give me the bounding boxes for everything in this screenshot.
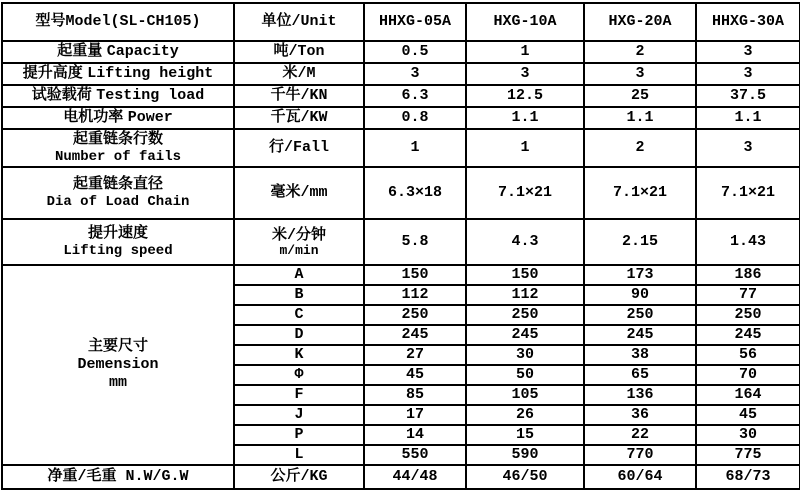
spec-label-cn: 提升高度 <box>22 65 83 83</box>
dimension-value-cell <box>696 345 800 365</box>
spec-label-cell <box>2 85 234 107</box>
dimension-key: P <box>294 426 304 444</box>
spec-value-cell <box>696 129 800 167</box>
spec-label-cn: 起重链条行数 <box>72 131 163 149</box>
spec-value-cell <box>584 219 696 265</box>
spec-value: 3 <box>520 65 530 83</box>
spec-value-cell <box>364 107 466 129</box>
dimension-value: 250 <box>626 306 654 324</box>
dimension-key-cell <box>234 305 364 325</box>
dimension-value: 14 <box>405 426 424 444</box>
dimension-value-cell <box>584 405 696 425</box>
spec-value: 0.5 <box>401 43 429 61</box>
spec-label-cell <box>2 41 234 63</box>
spec-value-cell <box>364 129 466 167</box>
model-column-header <box>584 3 696 41</box>
dimension-value: 150 <box>401 266 429 284</box>
spec-value-cell <box>584 41 696 63</box>
dimension-value: 245 <box>734 326 762 344</box>
spec-value: 6.3 <box>401 87 429 105</box>
spec-row <box>2 85 800 107</box>
dimension-value-cell <box>466 325 584 345</box>
spec-value-cell <box>364 41 466 63</box>
dimension-value-cell <box>466 265 584 285</box>
weight-value: 60/64 <box>617 468 663 486</box>
spec-value: 1 <box>520 43 530 61</box>
spec-value-cell <box>466 107 584 129</box>
dimension-value-cell <box>696 365 800 385</box>
dimension-value-cell <box>364 305 466 325</box>
spec-row <box>2 63 800 85</box>
dimension-value-cell <box>466 405 584 425</box>
spec-value: 7.1×21 <box>497 184 552 202</box>
dimension-value: 590 <box>511 446 539 464</box>
spec-value: 3 <box>743 43 753 61</box>
dimension-value-cell <box>696 265 800 285</box>
spec-label-en: Lifting speed <box>63 242 173 259</box>
weight-unit-cell <box>234 465 364 489</box>
dimension-value: 30 <box>738 426 757 444</box>
dimension-value: 45 <box>405 366 424 384</box>
spec-value: 3 <box>743 65 753 83</box>
weight-value: 68/73 <box>725 468 771 486</box>
dimension-value-cell <box>364 425 466 445</box>
dimension-value: 90 <box>630 286 649 304</box>
spec-value: 3 <box>635 65 645 83</box>
spec-value: 2 <box>635 43 645 61</box>
dimension-value-cell <box>364 325 466 345</box>
dimension-value-cell <box>364 385 466 405</box>
spec-unit: 千瓦/KW <box>270 109 328 127</box>
dimension-value: 56 <box>738 346 757 364</box>
model-column-header <box>364 3 466 41</box>
spec-value-cell <box>696 107 800 129</box>
dimension-value-cell <box>696 405 800 425</box>
dimension-value-cell <box>466 385 584 405</box>
spec-value-cell <box>466 167 584 219</box>
weight-value-cell <box>364 465 466 489</box>
dimension-key: J <box>294 406 304 424</box>
dimension-value: 17 <box>405 406 424 424</box>
dimension-key: B <box>294 286 304 304</box>
weight-value: 46/50 <box>502 468 548 486</box>
spec-label-cell <box>2 167 234 219</box>
dimension-key-cell <box>234 445 364 465</box>
spec-value: 2 <box>635 139 645 157</box>
dimension-value-cell <box>364 365 466 385</box>
weight-value-cell <box>466 465 584 489</box>
weight-value-cell <box>696 465 800 489</box>
spec-value-cell <box>466 63 584 85</box>
dimension-value: 250 <box>401 306 429 324</box>
dimension-value-cell <box>696 305 800 325</box>
dimension-value: 164 <box>734 386 762 404</box>
dimension-value: 775 <box>734 446 762 464</box>
dimension-value-cell <box>364 405 466 425</box>
spec-value: 25 <box>630 87 649 105</box>
spec-value-cell <box>364 167 466 219</box>
spec-row <box>2 219 800 265</box>
dimension-key-cell <box>234 345 364 365</box>
dimension-value-cell <box>364 285 466 305</box>
spec-value-cell <box>696 85 800 107</box>
dimension-value: 77 <box>738 286 757 304</box>
spec-row <box>2 129 800 167</box>
spec-value-cell <box>696 63 800 85</box>
dimension-value-cell <box>696 325 800 345</box>
spec-unit: 米/分钟 <box>271 226 326 244</box>
dimension-key: C <box>294 306 304 324</box>
spec-label-en: Lifting height <box>87 65 214 83</box>
dimension-value-cell <box>466 365 584 385</box>
spec-label-en: Number of fails <box>54 148 182 165</box>
spec-value-cell <box>466 41 584 63</box>
dimension-key-cell <box>234 425 364 445</box>
spec-label-en: Capacity <box>106 43 179 61</box>
dimension-value: 30 <box>515 346 534 364</box>
spec-label-cn: 提升速度 <box>87 225 148 243</box>
dimension-value: 112 <box>401 286 429 304</box>
spec-value-cell <box>466 85 584 107</box>
spec-value: 7.1×21 <box>720 184 775 202</box>
dimension-key: Φ <box>294 366 304 384</box>
dimension-value-cell <box>584 345 696 365</box>
spec-unit-cell <box>234 129 364 167</box>
dimension-value: 245 <box>511 326 539 344</box>
spec-value-cell <box>364 63 466 85</box>
spec-value: 1.1 <box>511 109 539 127</box>
weight-unit: 公斤/KG <box>270 468 328 486</box>
unit-header-cell <box>234 3 364 41</box>
dimension-value: 112 <box>511 286 539 304</box>
dimension-value-cell <box>584 265 696 285</box>
spec-label-cell <box>2 219 234 265</box>
spec-value: 3 <box>410 65 420 83</box>
dimension-value: 65 <box>630 366 649 384</box>
spec-value: 3 <box>743 139 753 157</box>
dimension-value: 105 <box>511 386 539 404</box>
spec-label-en: Power <box>127 109 173 127</box>
spec-value: 5.8 <box>401 233 429 251</box>
spec-value: 0.8 <box>401 109 429 127</box>
dimension-value: 550 <box>401 446 429 464</box>
dimension-value-cell <box>584 305 696 325</box>
spec-value: 2.15 <box>621 233 658 251</box>
dimension-key: D <box>294 326 304 344</box>
dimension-value: 36 <box>630 406 649 424</box>
model-name: HXG-10A <box>493 13 557 31</box>
dimension-key-cell <box>234 265 364 285</box>
spec-label-cell <box>2 107 234 129</box>
dimension-value: 770 <box>626 446 654 464</box>
spec-unit: 米/M <box>282 65 316 83</box>
model-name: HHXG-05A <box>378 13 451 31</box>
weight-row <box>2 465 800 489</box>
hoist-spec-table <box>1 2 800 490</box>
dimension-value: 245 <box>401 326 429 344</box>
dimension-value: 38 <box>630 346 649 364</box>
dimension-value: 26 <box>515 406 534 424</box>
spec-value-cell <box>584 63 696 85</box>
spec-label-cn: 起重量 <box>57 43 103 61</box>
spec-unit-cell <box>234 219 364 265</box>
dimensions-label-unit: mm <box>108 374 127 391</box>
spec-unit: 毫米/mm <box>270 184 328 202</box>
dimension-value-cell <box>364 345 466 365</box>
spec-label-cell <box>2 129 234 167</box>
model-column-header <box>466 3 584 41</box>
spec-unit-cell <box>234 167 364 219</box>
spec-row <box>2 167 800 219</box>
dimension-value: 173 <box>626 266 654 284</box>
spec-unit: 吨/Ton <box>273 43 325 61</box>
spec-unit-cell <box>234 41 364 63</box>
dimension-value-cell <box>584 285 696 305</box>
spec-value: 7.1×21 <box>612 184 667 202</box>
spec-unit-cell <box>234 63 364 85</box>
dimension-value-cell <box>584 325 696 345</box>
spec-value-cell <box>584 167 696 219</box>
weight-value-cell <box>584 465 696 489</box>
spec-label-cell <box>2 63 234 85</box>
spec-label-cn: 电机功率 <box>63 109 124 127</box>
dimensions-label-en: Demension <box>77 356 159 373</box>
dimension-value-cell <box>466 425 584 445</box>
weight-label: 净重/毛重 N.W/G.W <box>47 468 189 486</box>
dimension-value-cell <box>696 425 800 445</box>
spec-value: 37.5 <box>729 87 766 105</box>
spec-value: 1 <box>520 139 530 157</box>
spec-value-cell <box>364 219 466 265</box>
model-column-header <box>696 3 800 41</box>
unit-header-label: 单位/Unit <box>261 13 337 31</box>
spec-value: 4.3 <box>511 233 539 251</box>
dimensions-label-cn: 主要尺寸 <box>87 338 148 355</box>
dimension-value: 150 <box>511 266 539 284</box>
header-row <box>2 3 800 41</box>
spec-unit: 千牛/KN <box>270 87 328 105</box>
dimension-key: K <box>294 346 304 364</box>
dimension-value: 15 <box>515 426 534 444</box>
spec-row <box>2 107 800 129</box>
dimension-value: 250 <box>734 306 762 324</box>
dimension-key-cell <box>234 325 364 345</box>
dimension-key-cell <box>234 365 364 385</box>
dimension-row <box>2 265 800 285</box>
dimension-value-cell <box>466 445 584 465</box>
dimension-value-cell <box>584 445 696 465</box>
dimension-value-cell <box>466 345 584 365</box>
spec-value: 1.1 <box>734 109 762 127</box>
dimension-value-cell <box>584 385 696 405</box>
model-label-cell <box>2 3 234 41</box>
dimension-value-cell <box>696 385 800 405</box>
dimension-value: 186 <box>734 266 762 284</box>
spec-label-cn: 试验载荷 <box>31 87 92 105</box>
dimension-value: 27 <box>405 346 424 364</box>
model-label: 型号Model(SL-CH105) <box>35 13 201 31</box>
spec-value-cell <box>696 167 800 219</box>
dimension-value-cell <box>466 285 584 305</box>
dimension-value-cell <box>364 445 466 465</box>
spec-value-cell <box>696 41 800 63</box>
spec-label-cn: 起重链条直径 <box>72 176 163 194</box>
model-name: HHXG-30A <box>711 13 784 31</box>
dimension-value: 245 <box>626 326 654 344</box>
spec-value: 6.3×18 <box>387 184 442 202</box>
spec-value-cell <box>584 129 696 167</box>
dimension-key-cell <box>234 405 364 425</box>
spec-value: 12.5 <box>506 87 543 105</box>
spec-unit: 行/Fall <box>268 139 329 157</box>
weight-value: 44/48 <box>392 468 438 486</box>
spec-value-cell <box>696 219 800 265</box>
spec-label-en: Testing load <box>96 87 205 105</box>
spec-label-en: Dia of Load Chain <box>46 193 190 210</box>
weight-label-cell <box>2 465 234 489</box>
dimension-value: 45 <box>738 406 757 424</box>
dimension-value: 50 <box>515 366 534 384</box>
spec-unit-cell <box>234 85 364 107</box>
spec-unit-cell <box>234 107 364 129</box>
dimension-value: 85 <box>405 386 424 404</box>
dimension-value-cell <box>696 445 800 465</box>
dimension-value-cell <box>584 365 696 385</box>
spec-table-body <box>2 3 800 489</box>
dimension-value-cell <box>696 285 800 305</box>
spec-value: 1 <box>410 139 420 157</box>
dimension-value: 22 <box>630 426 649 444</box>
dimension-key: A <box>294 266 304 284</box>
spec-row <box>2 41 800 63</box>
model-name: HXG-20A <box>608 13 672 31</box>
spec-unit-sub: m/min <box>279 243 319 259</box>
dimension-key: F <box>294 386 304 404</box>
dimension-value: 250 <box>511 306 539 324</box>
dimension-value: 70 <box>738 366 757 384</box>
dimensions-label-cell <box>2 265 234 465</box>
spec-value-cell <box>466 219 584 265</box>
dimension-value-cell <box>584 425 696 445</box>
dimension-key: L <box>294 446 304 464</box>
dimension-value-cell <box>364 265 466 285</box>
spec-value-cell <box>364 85 466 107</box>
spec-value-cell <box>584 107 696 129</box>
spec-value-cell <box>466 129 584 167</box>
dimension-value-cell <box>466 305 584 325</box>
dimension-value: 136 <box>626 386 654 404</box>
dimension-key-cell <box>234 285 364 305</box>
spec-value: 1.1 <box>626 109 654 127</box>
spec-value-cell <box>584 85 696 107</box>
dimension-key-cell <box>234 385 364 405</box>
spec-value: 1.43 <box>729 233 766 251</box>
